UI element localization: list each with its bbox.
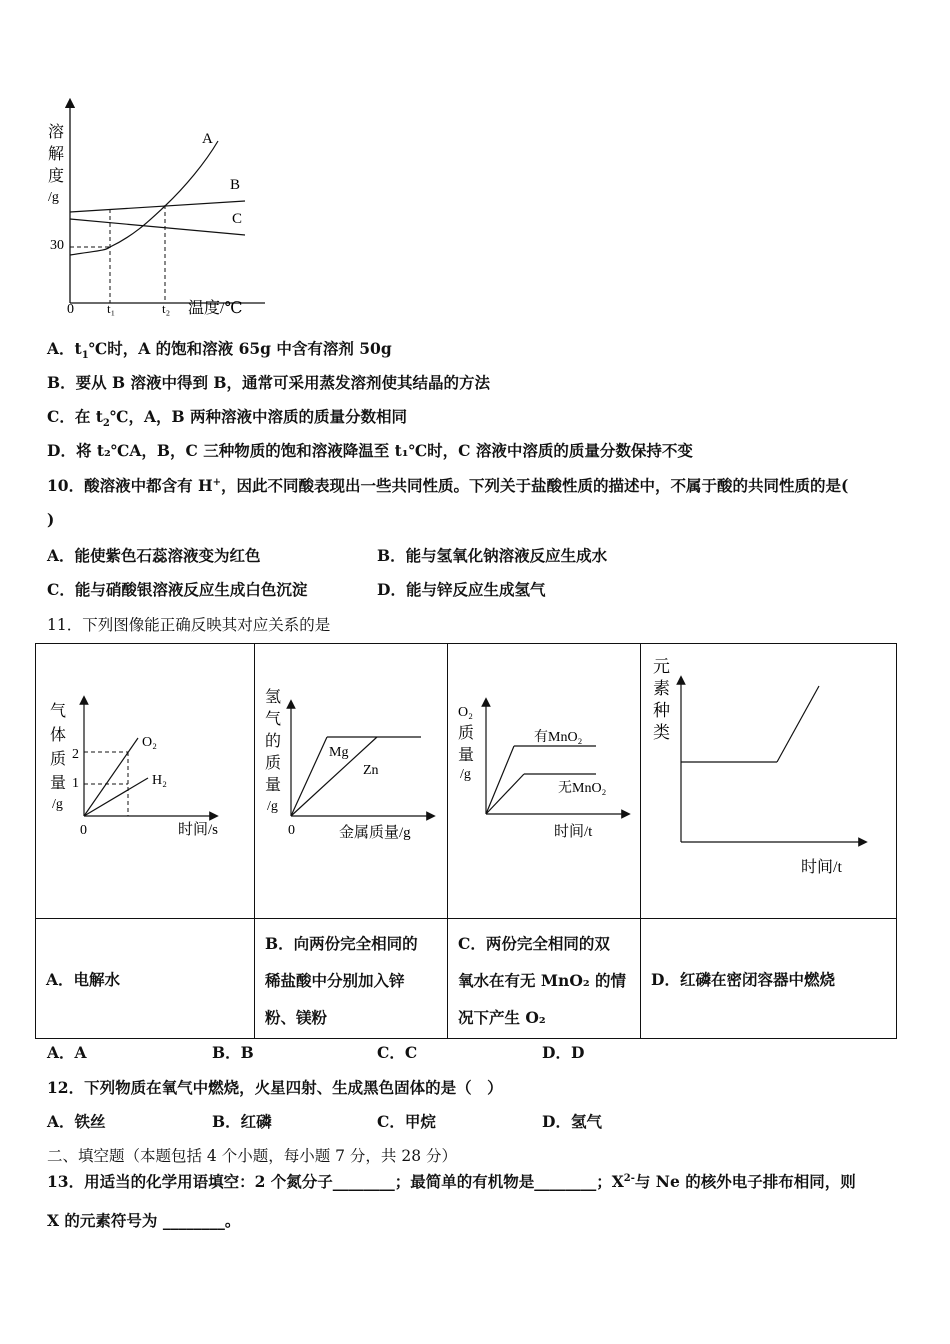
graph-a-tick-2: 2 xyxy=(72,747,79,762)
graph-b-ylabel-2: 气 xyxy=(265,711,282,728)
q10-option-c[interactable]: C．能与硝酸银溶液反应生成白色沉淀 xyxy=(47,580,308,599)
graph-a-ylabel-1: 气 xyxy=(50,703,67,720)
q9-option-d[interactable]: D．将 t₂℃A，B，C 三种物质的饱和溶液降温至 t₁℃时，C 溶液中溶质的质量分数保持不变 xyxy=(47,441,693,460)
q10-option-b[interactable]: B．能与氢氧化钠溶液反应生成水 xyxy=(377,546,608,565)
q12-option-b[interactable]: B．红磷 xyxy=(212,1112,272,1131)
q13-line-1: 13．用适当的化学用语填空：2 个氮分子________；最简单的有机物是________；$X^{2-}$与 Ne 的核外电子排布相同，则 xyxy=(47,1172,856,1191)
curve-c xyxy=(70,219,245,235)
q9-option-c[interactable]: C．在 $t_2℃$，A，B 两种溶液中溶质的质量分数相同 xyxy=(47,407,407,430)
graph-d-cell xyxy=(641,644,897,919)
section-2-heading: 二、填空题（本题包括 4 个小题，每小题 7 分，共 28 分） xyxy=(47,1147,458,1165)
graph-c-ylabel-1: O₂ xyxy=(458,705,473,720)
caption-c-cell xyxy=(448,919,641,1039)
graph-a-tick-1: 1 xyxy=(72,776,79,791)
curve-label-c: C xyxy=(232,211,243,227)
curve-label-a: A xyxy=(202,131,213,147)
q12-option-c[interactable]: C．甲烷 xyxy=(377,1112,436,1131)
origin-label: 0 xyxy=(67,302,74,317)
graph-a-ylabel-2: 体 xyxy=(50,727,67,744)
graph-a-series-o2: O₂ xyxy=(142,735,157,750)
caption-a: A．电解水 xyxy=(46,970,121,989)
caption-c: C．两份完全相同的双 氧水在有无 MnO₂ 的情 况下产生 O₂ xyxy=(458,934,627,1027)
graph-d-xlabel: 时间/t xyxy=(801,859,842,876)
graph-a xyxy=(36,644,254,914)
graph-b-ylabel-5: 量 xyxy=(265,777,282,794)
graph-c-ylabel-3: 量 xyxy=(458,747,475,764)
caption-b-cell xyxy=(255,919,448,1039)
graph-b-origin: 0 xyxy=(288,823,295,838)
q9-option-a[interactable]: A．$t_1℃$时，A 的饱和溶液 65g 中含有溶剂 50g xyxy=(47,339,392,362)
graph-c xyxy=(448,644,640,914)
y-label-4: /g xyxy=(48,190,59,205)
x-axis-label: 温度/℃ xyxy=(188,300,243,317)
q12-option-a[interactable]: A．铁丝 xyxy=(47,1112,106,1131)
graph-b-ylabel-4: 质 xyxy=(265,755,282,772)
graph-d-ylabel-1: 元 xyxy=(653,657,670,676)
graph-c-ylabel-2: 质 xyxy=(458,725,475,742)
q10-option-d[interactable]: D．能与锌反应生成氢气 xyxy=(377,580,546,599)
graph-c-series-without: 无MnO₂ xyxy=(558,781,607,796)
graph-b-xlabel: 金属质量/g xyxy=(339,825,411,841)
q10-option-a[interactable]: A．能使紫色石蕊溶液变为红色 xyxy=(47,546,261,565)
caption-a-cell xyxy=(36,919,255,1039)
graph-d-rise xyxy=(777,686,819,762)
graph-d xyxy=(641,644,896,914)
graph-b-series-zn: Zn xyxy=(363,763,379,778)
q12-stem: 12．下列物质在氧气中燃烧，火星四射、生成黑色固体的是（ ） xyxy=(47,1078,503,1097)
caption-b: B．向两份完全相同的 稀盐酸中分别加入锌 粉、镁粉 xyxy=(265,934,418,1027)
q11-option-a[interactable]: A．A xyxy=(47,1043,87,1062)
graph-d-ylabel-2: 素 xyxy=(653,679,670,698)
y-label-2: 解 xyxy=(48,146,65,163)
graph-c-xlabel: 时间/t xyxy=(554,824,593,840)
graph-a-xlabel: 时间/s xyxy=(178,822,219,838)
caption-d: D．红磷在密闭容器中燃烧 xyxy=(651,970,835,989)
graph-c-cell xyxy=(448,644,641,919)
y-label-1: 溶 xyxy=(48,124,65,141)
graph-d-ylabel-4: 类 xyxy=(653,723,670,742)
q13-line-2: X 的元素符号为 ________。 xyxy=(47,1211,241,1230)
graph-a-series-h2: H₂ xyxy=(152,773,167,788)
q10-stem-close: ) xyxy=(47,510,55,529)
graph-a-cell xyxy=(36,644,255,919)
caption-d-cell xyxy=(641,919,897,1039)
graph-b-cell xyxy=(255,644,448,919)
q9-option-b[interactable]: B．要从 B 溶液中得到 B，通常可采用蒸发溶剂使其结晶的方法 xyxy=(47,373,491,392)
q10-stem: 10．酸溶液中都含有 H+，因此不同酸表现出一些共同性质。下列关于盐酸性质的描述中，不属于酸的共同性质的是( xyxy=(47,476,849,495)
graph-a-line-o2 xyxy=(84,738,138,816)
graph-b-ylabel-3: 的 xyxy=(265,733,282,750)
x-tick-t2: t₂ xyxy=(162,301,171,316)
curve-label-b: B xyxy=(230,177,241,193)
graph-c-series-with: 有MnO₂ xyxy=(534,730,583,745)
q11-option-d[interactable]: D．D xyxy=(542,1043,585,1062)
graph-b-ylabel-1: 氢 xyxy=(265,689,282,706)
curve-a xyxy=(70,141,218,255)
q11-option-c[interactable]: C．C xyxy=(377,1043,418,1062)
graph-c-ylabel-4: /g xyxy=(460,767,471,782)
q11-graph-table xyxy=(35,643,897,1039)
graph-c-line-with xyxy=(486,746,514,814)
graph-a-ylabel-4: 量 xyxy=(50,775,67,792)
graph-b-series-mg: Mg xyxy=(329,745,349,760)
y-label-3: 度 xyxy=(48,168,65,185)
x-tick-t1: t₁ xyxy=(107,301,116,316)
graph-b-line-mg xyxy=(291,737,327,816)
graph-c-line-without xyxy=(486,774,524,814)
graph-d-ylabel-3: 种 xyxy=(653,701,670,720)
graph-b-ylabel-6: /g xyxy=(267,799,278,814)
y-tick-30: 30 xyxy=(50,238,64,253)
curve-b xyxy=(70,201,245,212)
graph-a-ylabel-3: 质 xyxy=(50,751,67,768)
graph-b xyxy=(255,644,447,914)
solubility-graph xyxy=(40,95,270,325)
q12-option-d[interactable]: D．氢气 xyxy=(542,1112,602,1131)
graph-a-ylabel-5: /g xyxy=(52,797,63,812)
q11-stem: 11．下列图像能正确反映其对应关系的是 xyxy=(47,616,331,634)
graph-a-origin: 0 xyxy=(80,823,87,838)
q11-option-b[interactable]: B．B xyxy=(212,1043,254,1062)
